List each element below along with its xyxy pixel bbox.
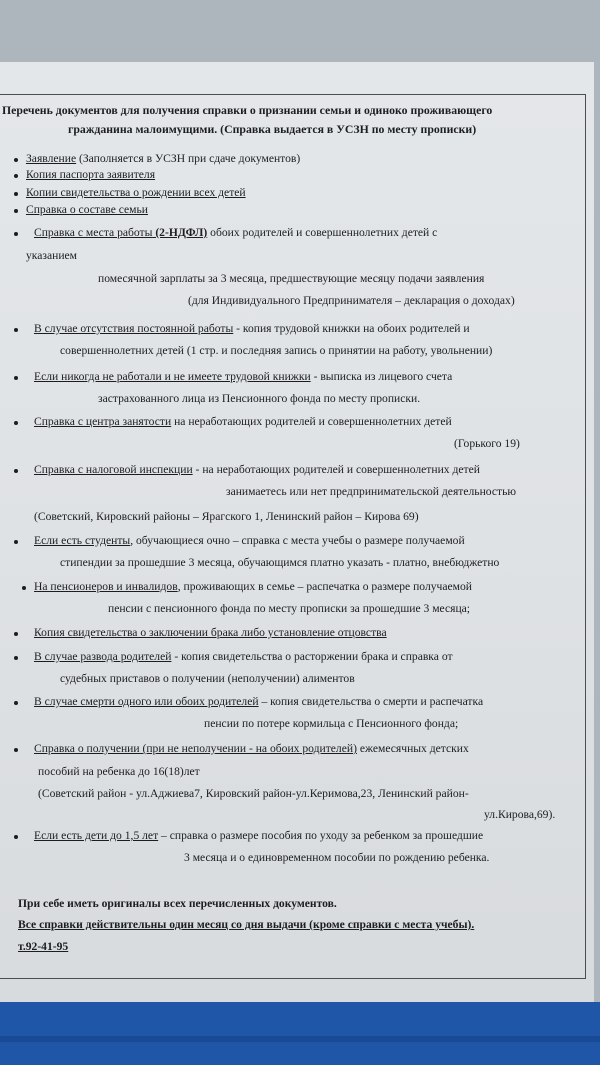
list-item-line (26, 203, 148, 217)
underlined-heading: Если есть студенты (34, 534, 131, 547)
item-text: , обучающиеся очно – справка с места учебы о размере получаемой (130, 534, 465, 547)
item-text: пенсии по потере кормильца с Пенсионного фонда; (204, 717, 459, 730)
list-item-line (60, 344, 492, 358)
phone-number: т.92-41-95 (18, 940, 69, 953)
underlined-heading: Копия свидетельства о заключении брака либо установление отцовства (34, 626, 387, 639)
underlined-heading: Справка о получении (при не неполучении - на обоих родителей) (34, 742, 357, 755)
bullet-icon (22, 586, 26, 590)
underlined-heading: В случае смерти одного или обоих родителей (34, 695, 259, 708)
list-item-line (34, 650, 453, 664)
bullet-icon (14, 835, 18, 839)
list-item-line (34, 626, 387, 640)
item-text: на неработающих родителей и совершеннолетних детей (171, 415, 452, 428)
document-title-line: Перечень документов для получения справки о признании семьи и одиноко проживающего (2, 103, 493, 117)
list-item-line (484, 808, 555, 822)
item-text: 3 месяца и о единовременном пособии по рождению ребенка. (184, 851, 490, 864)
bullet-icon (14, 158, 18, 162)
underlined-heading: На пенсионеров и инвалидов (34, 580, 178, 593)
item-text: , проживающих в семье – распечатка о размере получаемой (177, 580, 472, 593)
bullet-icon (14, 421, 18, 425)
underlined-heading: Справка с центра занятости (34, 415, 172, 428)
list-item-line (34, 580, 472, 594)
list-item-line (34, 226, 437, 240)
underlined-heading: В случае отсутствия постоянной работы (34, 322, 234, 335)
bullet-icon (14, 748, 18, 752)
list-item-line (26, 152, 300, 166)
item-text: - на неработающих родителей и совершеннолетних детей (192, 463, 480, 476)
document-title-line: гражданина малоимущими. (Справка выдается в УСЗН по месту прописки) (68, 122, 477, 136)
underlined-heading: Если никогда не работали и не имеете трудовой книжки (34, 370, 311, 383)
blue-wall (0, 1002, 600, 1065)
item-text: пенсии с пенсионного фонда по месту прописки за прошедшие 3 месяца; (108, 602, 471, 615)
item-text: пособий на ребенка до 16(18)лет (38, 765, 200, 778)
item-text: (Советский район - ул.Аджиева7, Кировский район-ул.Керимова,23, Ленинский район- (38, 787, 469, 800)
item-text: – копия свидетельства о смерти и распечатка (258, 695, 484, 708)
item-text: стипендии за прошедшие 3 месяца, обучающимся платно указать - платно, внебюджетно (60, 556, 500, 569)
list-item-line (34, 415, 452, 429)
bullet-icon (14, 174, 18, 178)
list-item-line (34, 510, 419, 524)
bullet-icon (14, 328, 18, 332)
list-item-line (34, 370, 452, 384)
item-text: – справка о размере пособия по уходу за ребенком за прошедшие (158, 829, 484, 842)
item-text: обоих родителей и совершеннолетних детей с (207, 226, 438, 239)
item-text: указанием (26, 249, 78, 262)
item-text: ул.Кирова,69). (484, 808, 556, 821)
item-text: помесячной зарплаты за 3 месяца, предшествующие месяцу подачи заявления (98, 272, 485, 285)
item-text: (Советский, Кировский районы – Ярагского 1, Ленинский район – Кирова 69) (34, 510, 419, 523)
underlined-heading: Справка с места работы (34, 226, 153, 239)
list-item-line (26, 168, 155, 182)
bullet-icon (14, 232, 18, 236)
bullet-icon (14, 540, 18, 544)
list-item-line (26, 249, 77, 263)
footer-note: При себе иметь оригиналы всех перечисленных документов. (18, 897, 337, 910)
list-item-line (60, 556, 499, 570)
bullet-icon (14, 209, 18, 213)
item-text: совершеннолетних детей (1 стр. и последняя запись о принятии на работу, увольнении) (60, 344, 493, 357)
underlined-heading: Заявление (26, 152, 77, 165)
list-item-line (226, 485, 516, 499)
bullet-icon (14, 469, 18, 473)
list-item-line (34, 534, 465, 548)
underlined-heading: В случае развода родителей (34, 650, 172, 663)
bullet-icon (14, 632, 18, 636)
list-item-line (34, 742, 469, 756)
list-item-line (60, 672, 355, 686)
list-item-line (34, 695, 483, 709)
item-text: занимаетесь или нет предпринимательской деятельностью (226, 485, 517, 498)
item-text: ежемесячных детских (356, 742, 469, 755)
item-text: (для Индивидуального Предпринимателя – декларация о доходах) (188, 294, 515, 307)
item-text: - копия свидетельства о расторжении брака и справка от (171, 650, 453, 663)
underlined-heading: Справка о составе семьи (26, 203, 148, 216)
list-item-line (98, 272, 484, 286)
list-item-line (34, 322, 470, 336)
list-item-line (204, 717, 458, 731)
item-text: (Заполняется в УСЗН при сдаче документов) (76, 152, 301, 165)
list-item-line (108, 602, 470, 616)
wall-rail (0, 1036, 600, 1042)
item-text: - копия трудовой книжки на обоих родителей и (233, 322, 470, 335)
list-item-line (34, 829, 483, 843)
underlined-heading: Если есть дети до 1,5 лет (34, 829, 159, 842)
bullet-icon (14, 376, 18, 380)
item-text: (Горького 19) (454, 437, 520, 450)
underlined-heading: Копия паспорта заявителя (26, 168, 156, 181)
bullet-icon (14, 192, 18, 196)
underlined-heading: Справка с налоговой инспекции (34, 463, 193, 476)
item-text: - выписка из лицевого счета (310, 370, 453, 383)
list-item-line (454, 437, 520, 451)
list-item-line (38, 765, 200, 779)
list-item-line (184, 851, 489, 865)
underlined-heading: Копии свидетельства о рождении всех детей (26, 186, 246, 199)
list-item-line (26, 186, 246, 200)
list-item-line (98, 392, 420, 406)
list-item-line (34, 463, 480, 477)
item-text: застрахованного лица из Пенсионного фонда по месту прописки. (98, 392, 421, 405)
underlined-bold-text: (2-НДФЛ) (152, 226, 208, 239)
bullet-icon (14, 656, 18, 660)
list-item-line (38, 787, 469, 801)
bullet-icon (14, 701, 18, 705)
validity-note: Все справки действительны один месяц со дня выдачи (кроме справки с места учебы). (18, 918, 475, 931)
item-text: судебных приставов о получении (неполучении) алиментов (60, 672, 355, 685)
list-item-line (188, 294, 515, 308)
